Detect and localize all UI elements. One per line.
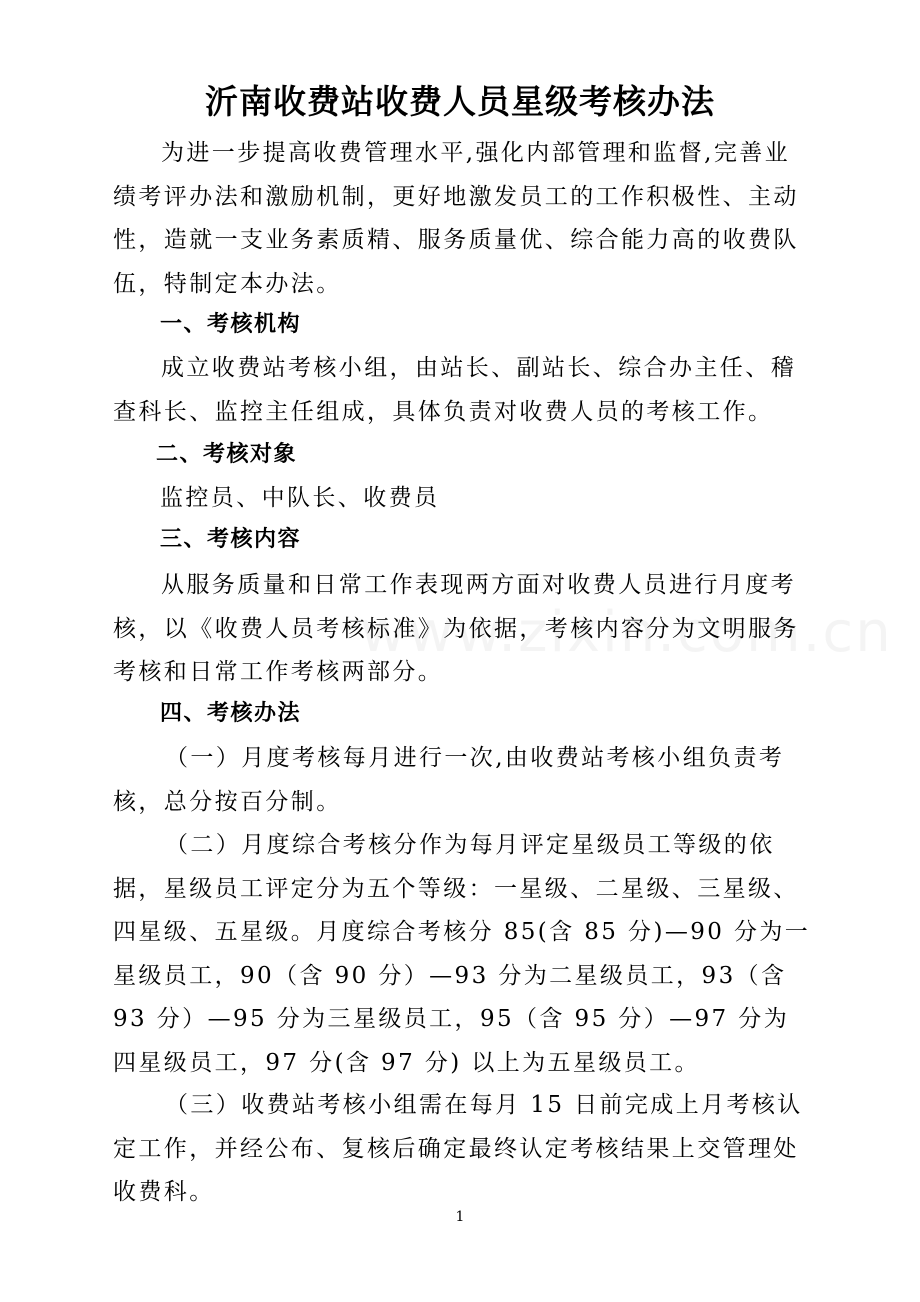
method-item-3: （三）收费站考核小组需在每月 15 日前完成上月考核认定工作，并经公布、复核后确定最终认定考核结果上交管理处收费科。 <box>113 1092 803 1205</box>
document-title: 沂南收费站收费人员星级考核办法 <box>205 82 715 121</box>
method-item-2: （二）月度综合考核分作为每月评定星级员工等级的依据，星级员工评定分为五个等级：一星级、二星级、三星级、四星级、五星级。月度综合考核分 85(含 85 分)—90 分为一星级员工，90（含 90 分）—93 分为二星级员工，93（含 93 分）—95 分为三星级员工，95（含 95 分）—97 分为四星级员工，97 分(含 97 分) 以上为五星级员工。 <box>113 832 811 1076</box>
section-body-targets: 监控员、中队长、收费员 <box>160 485 440 511</box>
section-heading-targets: 二、考核对象 <box>156 442 298 467</box>
section-heading-organization: 一、考核机构 <box>160 312 302 337</box>
page-number: 1 <box>455 1209 465 1225</box>
section-body-organization: 成立收费站考核小组，由站长、副站长、综合办主任、稽查科长、监控主任组成，具体负责对收费人员的考核工作。 <box>113 355 796 425</box>
section-heading-content: 三、考核内容 <box>160 527 302 552</box>
section-body-content: 从服务质量和日常工作表现两方面对收费人员进行月度考核，以《收费人员考核标准》为依据，考核内容分为文明服务考核和日常工作考核两部分。 <box>113 572 799 685</box>
section-heading-method: 四、考核办法 <box>160 701 302 726</box>
intro-paragraph: 为进一步提高收费管理水平,强化内部管理和监督,完善业绩考评办法和激励机制，更好地激发员工的工作积极性、主动性，造就一支业务素质精、服务质量优、综合能力高的收费队伍，特制定本办法。 <box>113 140 799 297</box>
method-item-1: （一）月度考核每月进行一次,由收费站考核小组负责考核，总分按百分制。 <box>113 745 785 815</box>
